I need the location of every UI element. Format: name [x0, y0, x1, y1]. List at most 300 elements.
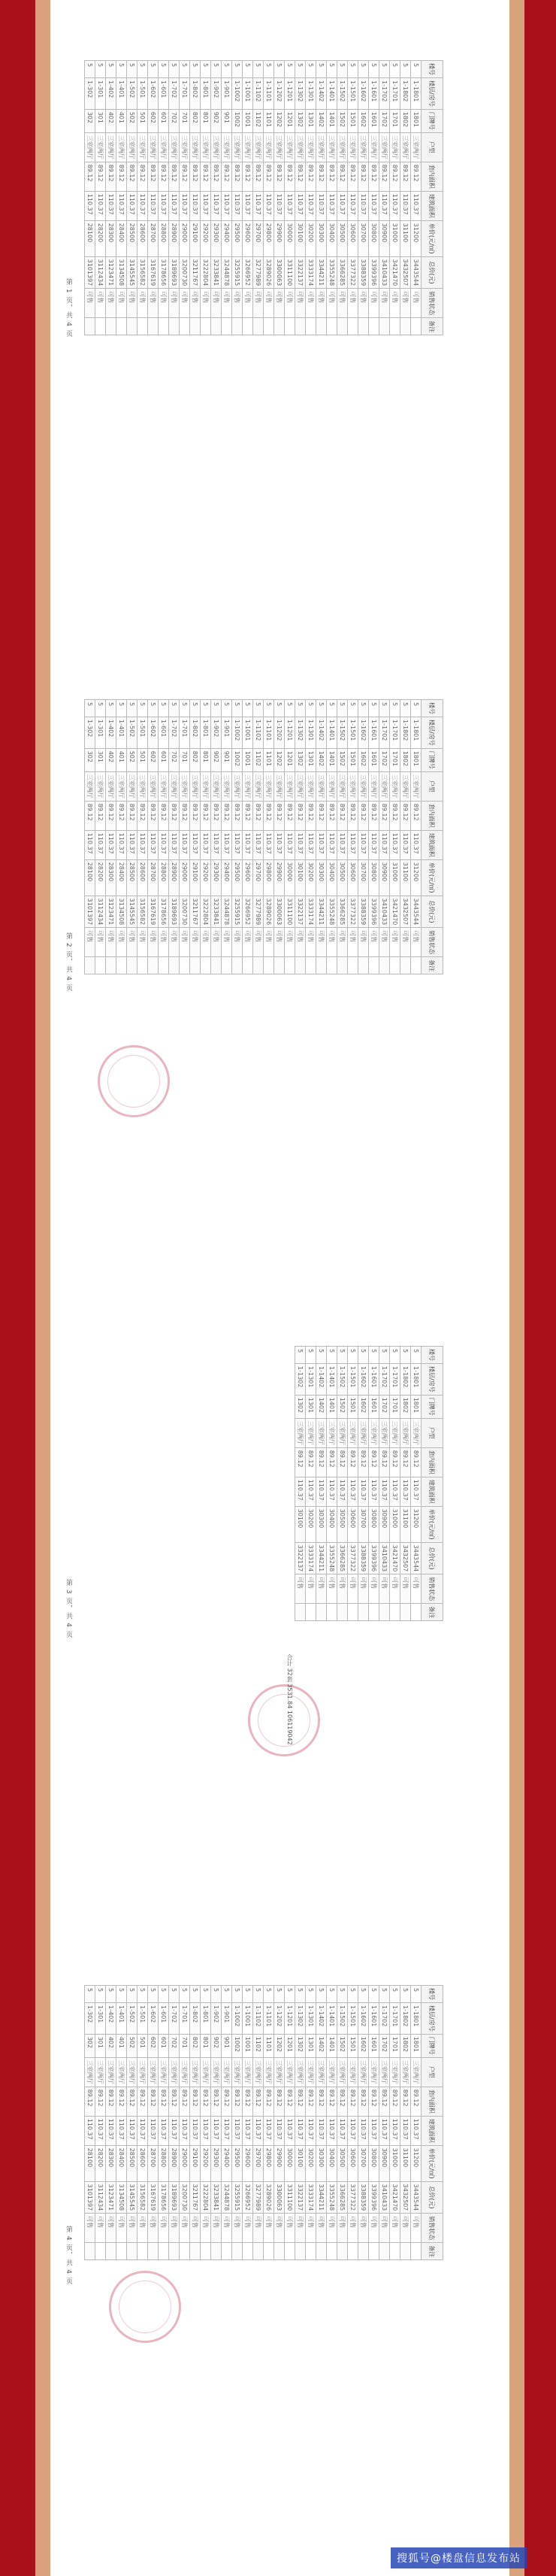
table-cell: 89.12: [390, 1447, 400, 1477]
table-cell: 5: [285, 61, 295, 78]
table-cell: 301: [95, 748, 106, 771]
table-cell: [285, 957, 295, 974]
table-cell: [169, 957, 180, 974]
table-row: [400, 61, 411, 335]
table-cell: 110.37: [201, 191, 211, 220]
table-cell: 1-302: [85, 717, 95, 749]
table-cell: 110.37: [180, 830, 190, 859]
table-cell: 5: [180, 700, 190, 717]
table-cell: 1-1601: [369, 78, 379, 110]
table-cell: 30300: [316, 220, 327, 256]
table-cell: [358, 318, 369, 335]
table-cell: 110.37: [348, 191, 358, 220]
table-cell: 1-1002: [232, 717, 243, 749]
table-cell: 3322137: [295, 1542, 306, 1574]
table-row: [222, 700, 232, 974]
table-cell: [211, 957, 222, 974]
table-cell: 三室两厅: [116, 2057, 127, 2087]
table-cell: 31000: [390, 220, 400, 256]
table-cell: 5: [358, 61, 369, 78]
table-cell: 89.12: [137, 2087, 148, 2116]
table-cell: 3101397: [85, 256, 95, 289]
table-cell: 可售: [400, 1574, 411, 1604]
table-cell: 三室两厅: [316, 1418, 327, 1447]
table-cell: 可售: [85, 928, 95, 957]
table-cell: 1-1501: [348, 1364, 358, 1396]
table-cell: 89.12: [369, 1447, 379, 1477]
table-cell: 可售: [116, 928, 127, 957]
table-cell: 1501: [348, 1395, 358, 1418]
table-cell: 1-302: [85, 2003, 95, 2035]
table-cell: 502: [127, 2034, 137, 2057]
table-cell: 1702: [379, 748, 390, 771]
table-cell: 3421470: [390, 1542, 400, 1574]
table-cell: [180, 957, 190, 974]
table-cell: 29100: [190, 220, 201, 256]
table-cell: 89.12: [264, 801, 274, 830]
table-cell: 29300: [211, 2145, 222, 2181]
table-cell: 1-1801: [411, 717, 422, 749]
table-cell: 29900: [274, 220, 285, 256]
table-cell: 3123471: [106, 2181, 116, 2214]
table-cell: 三室两厅: [159, 771, 169, 801]
table-row: [159, 61, 169, 335]
table-cell: [379, 1604, 390, 1621]
table-cell: 30500: [337, 859, 348, 896]
table-cell: 三室两厅: [95, 771, 106, 801]
table-cell: 可售: [295, 1574, 306, 1604]
table-cell: 3344211: [316, 1542, 327, 1574]
table-row: [411, 700, 422, 974]
left-tan-stripe: [35, 0, 50, 2576]
table-cell: 5: [295, 700, 306, 717]
table-cell: 三室两厅: [295, 771, 306, 801]
table-cell: 三室两厅: [159, 132, 169, 162]
table-cell: 110.37: [211, 2116, 222, 2145]
table-cell: 110.37: [116, 830, 127, 859]
table-cell: [85, 957, 95, 974]
table-cell: 801: [201, 748, 211, 771]
table-cell: 89.12: [316, 1447, 327, 1477]
table-cell: 89.12: [358, 801, 369, 830]
table-cell: 3366285: [337, 896, 348, 928]
table-cell: 三室两厅: [127, 771, 137, 801]
table-header-cell: 楼号: [422, 1986, 443, 2003]
table-row: [316, 1347, 327, 1621]
table-cell: 28300: [106, 859, 116, 896]
table-cell: 3145545: [127, 2181, 137, 2214]
table-cell: 可售: [243, 2214, 253, 2243]
doc-page-4: [84, 1985, 443, 2260]
table-cell: 3333174: [306, 2181, 316, 2214]
table-cell: 110.37: [337, 191, 348, 220]
table-cell: 3112434: [95, 256, 106, 289]
table-row: [148, 700, 159, 974]
table-cell: 28200: [95, 2145, 106, 2181]
table-cell: 三室两厅: [243, 771, 253, 801]
table-cell: 可售: [316, 2214, 327, 2243]
table-cell: 可售: [169, 2214, 180, 2243]
table-row: [253, 1986, 264, 2260]
table-header-cell: 门牌号: [422, 2034, 443, 2057]
table-cell: 501: [137, 748, 148, 771]
table-cell: 89.12: [379, 162, 390, 191]
table-cell: 110.37: [243, 2116, 253, 2145]
price-table-4: [84, 1985, 443, 2260]
table-row: [379, 1347, 390, 1621]
table-cell: 3277989: [253, 256, 264, 289]
table-cell: 可售: [222, 289, 232, 318]
table-cell: [180, 2243, 190, 2260]
table-cell: 89.12: [274, 162, 285, 191]
table-cell: 1-1402: [316, 1364, 327, 1396]
table-cell: 110.37: [253, 830, 264, 859]
table-cell: [148, 318, 159, 335]
table-cell: 1-902: [211, 717, 222, 749]
table-cell: 3366285: [337, 1542, 348, 1574]
table-cell: 110.37: [348, 830, 358, 859]
table-cell: 701: [180, 2034, 190, 2057]
table-cell: 89.12: [327, 162, 337, 191]
table-cell: 三室两厅: [253, 132, 264, 162]
table-cell: 三室两厅: [232, 2057, 243, 2087]
table-cell: 三室两厅: [411, 1418, 422, 1447]
table-cell: 5: [264, 700, 274, 717]
table-cell: 3255915: [232, 2181, 243, 2214]
table-cell: 5: [327, 61, 337, 78]
table-cell: 可售: [222, 928, 232, 957]
table-cell: 5: [232, 700, 243, 717]
table-cell: 3200730: [180, 896, 190, 928]
page-label-3: 第 3 页，共 4 页: [65, 1579, 72, 1638]
table-cell: 三室两厅: [348, 132, 358, 162]
table-cell: 89.12: [316, 2087, 327, 2116]
table-cell: 89.12: [306, 1447, 316, 1477]
table-cell: 701: [180, 109, 190, 132]
doc-page-3: [295, 1346, 443, 1621]
table-cell: 3300063: [274, 896, 285, 928]
table-cell: 5: [190, 1986, 201, 2003]
table-cell: [137, 2243, 148, 2260]
table-cell: 可售: [306, 289, 316, 318]
table-row: [369, 61, 379, 335]
table-cell: 29200: [201, 220, 211, 256]
table-cell: 89.12: [306, 162, 316, 191]
table-row: [243, 1986, 253, 2260]
table-cell: 可售: [379, 2214, 390, 2243]
table-cell: 1-1801: [411, 78, 422, 110]
table-cell: [253, 957, 264, 974]
table-cell: 5: [327, 700, 337, 717]
table-cell: 29300: [211, 859, 222, 896]
table-cell: 5: [180, 1986, 190, 2003]
table-cell: 1002: [232, 748, 243, 771]
table-cell: [85, 2243, 95, 2260]
table-cell: 1102: [253, 748, 264, 771]
table-cell: 三室两厅: [411, 771, 422, 801]
table-cell: 三室两厅: [190, 2057, 201, 2087]
table-cell: 3167619: [148, 896, 159, 928]
table-cell: 110.37: [369, 830, 379, 859]
table-cell: 1-1701: [390, 2003, 400, 2035]
table-cell: 三室两厅: [285, 132, 295, 162]
table-cell: 29900: [274, 859, 285, 896]
table-cell: [159, 957, 169, 974]
price-table-1: [84, 60, 443, 335]
table-cell: 5: [85, 700, 95, 717]
table-header-cell: 总价(元): [422, 256, 443, 289]
table-cell: [159, 318, 169, 335]
table-cell: 可售: [201, 928, 211, 957]
table-cell: 89.12: [295, 162, 306, 191]
table-cell: 5: [316, 700, 327, 717]
table-cell: 29600: [243, 2145, 253, 2181]
table-cell: 3277989: [253, 2181, 264, 2214]
table-cell: 110.37: [148, 830, 159, 859]
table-cell: 三室两厅: [306, 2057, 316, 2087]
table-row: [274, 700, 285, 974]
table-cell: 30100: [295, 220, 306, 256]
table-cell: 89.12: [358, 2087, 369, 2116]
table-row: [348, 1347, 358, 1621]
table-cell: 1-602: [148, 717, 159, 749]
table-cell: 三室两厅: [232, 132, 243, 162]
table-cell: 3311100: [285, 256, 295, 289]
table-cell: 1601: [369, 1395, 379, 1418]
table-cell: 可售: [148, 2214, 159, 2243]
table-row: [327, 1347, 337, 1621]
table-cell: 89.12: [159, 2087, 169, 2116]
table-cell: 3233841: [211, 896, 222, 928]
table-cell: 89.12: [243, 2087, 253, 2116]
table-cell: 30100: [295, 2145, 306, 2181]
table-cell: 5: [137, 1986, 148, 2003]
table-cell: 110.37: [379, 1477, 390, 1506]
table-row: [243, 61, 253, 335]
table-cell: 可售: [243, 928, 253, 957]
summary-count: 32套: [286, 1668, 293, 1682]
table-cell: 3255915: [232, 256, 243, 289]
table-cell: 可售: [348, 289, 358, 318]
table-cell: 3211767: [190, 256, 201, 289]
price-table-3: [295, 1346, 443, 1621]
table-cell: 110.37: [137, 191, 148, 220]
table-cell: 29000: [180, 220, 190, 256]
table-cell: 三室两厅: [327, 2057, 337, 2087]
table-cell: 3244878: [222, 256, 232, 289]
table-cell: 三室两厅: [316, 2057, 327, 2087]
table-cell: 3189693: [169, 256, 180, 289]
table-cell: [369, 957, 379, 974]
table-cell: 1202: [274, 748, 285, 771]
table-cell: 1-1302: [295, 717, 306, 749]
table-row: [264, 1986, 274, 2260]
table-cell: 110.37: [390, 2116, 400, 2145]
table-cell: 1-901: [222, 2003, 232, 2035]
table-cell: 三室两厅: [106, 132, 116, 162]
table-cell: 5: [337, 1986, 348, 2003]
table-row: [411, 61, 422, 335]
table-cell: 可售: [337, 289, 348, 318]
table-cell: 3377322: [348, 896, 358, 928]
table-cell: 可售: [180, 289, 190, 318]
table-cell: 110.37: [379, 830, 390, 859]
table-cell: 3355248: [327, 1542, 337, 1574]
table-cell: 三室两厅: [400, 132, 411, 162]
table-row: [190, 700, 201, 974]
table-row: [222, 1986, 232, 2260]
table-header-cell: 总价(元): [422, 2181, 443, 2214]
table-cell: 29800: [264, 2145, 274, 2181]
table-cell: 1-1302: [295, 2003, 306, 2035]
table-cell: 三室两厅: [379, 1418, 390, 1447]
table-cell: 三室两厅: [116, 771, 127, 801]
table-cell: 89.12: [106, 801, 116, 830]
table-row: [358, 700, 369, 974]
table-cell: 三室两厅: [148, 132, 159, 162]
table-cell: [201, 2243, 211, 2260]
table-cell: 1-1602: [358, 717, 369, 749]
table-cell: [369, 2243, 379, 2260]
table-cell: 三室两厅: [400, 2057, 411, 2087]
table-cell: 28200: [95, 859, 106, 896]
table-cell: 5: [285, 1986, 295, 2003]
table-cell: 89.12: [243, 162, 253, 191]
table-cell: 30500: [337, 2145, 348, 2181]
table-cell: 110.37: [222, 2116, 232, 2145]
table-cell: 1-901: [222, 78, 232, 110]
table-cell: 110.37: [159, 2116, 169, 2145]
table-cell: 1702: [379, 1395, 390, 1418]
table-cell: [348, 957, 358, 974]
table-cell: 3443544: [411, 256, 422, 289]
table-cell: 1-1202: [274, 2003, 285, 2035]
table-row: [85, 1986, 95, 2260]
table-cell: 可售: [264, 289, 274, 318]
table-cell: 5: [148, 61, 159, 78]
table-cell: 可售: [95, 289, 106, 318]
table-cell: 89.12: [327, 801, 337, 830]
table-cell: 三室两厅: [390, 1418, 400, 1447]
table-cell: 5: [390, 1986, 400, 2003]
table-cell: 可售: [358, 289, 369, 318]
table-cell: 110.37: [159, 830, 169, 859]
table-cell: [264, 2243, 274, 2260]
table-cell: 可售: [400, 2214, 411, 2243]
table-cell: 89.12: [411, 1447, 422, 1477]
table-cell: [190, 957, 201, 974]
table-cell: 3266952: [243, 896, 253, 928]
table-cell: [243, 957, 253, 974]
table-cell: [116, 318, 127, 335]
table-cell: 5: [127, 700, 137, 717]
table-cell: [127, 2243, 137, 2260]
table-cell: 可售: [285, 928, 295, 957]
table-cell: 3377322: [348, 1542, 358, 1574]
table-cell: 110.37: [390, 191, 400, 220]
table-cell: 89.12: [190, 801, 201, 830]
table-row: [285, 1986, 295, 2260]
table-cell: 5: [400, 1347, 411, 1364]
table-row: [285, 61, 295, 335]
table-cell: 3101397: [85, 2181, 95, 2214]
page-label-1: 第 1 页，共 4 页: [65, 278, 72, 338]
table-cell: 110.37: [85, 2116, 95, 2145]
table-cell: 30900: [379, 859, 390, 896]
table-cell: 89.12: [116, 162, 127, 191]
table-header-cell: 备注: [422, 2243, 443, 2260]
table-cell: 3322137: [295, 896, 306, 928]
table-cell: [116, 2243, 127, 2260]
table-cell: 1402: [316, 748, 327, 771]
table-cell: 5: [369, 61, 379, 78]
table-row: [316, 61, 327, 335]
table-cell: 1-1501: [348, 2003, 358, 2035]
table-cell: 31100: [400, 2145, 411, 2181]
table-cell: 可售: [95, 2214, 106, 2243]
table-cell: 5: [348, 61, 358, 78]
table-cell: 三室两厅: [358, 132, 369, 162]
table-cell: 110.37: [243, 830, 253, 859]
table-cell: 可售: [379, 928, 390, 957]
table-cell: 三室两厅: [327, 771, 337, 801]
table-cell: 三室两厅: [400, 771, 411, 801]
table-cell: 5: [253, 1986, 264, 2003]
table-header-cell: 楼号: [422, 61, 443, 78]
table-cell: [106, 957, 116, 974]
table-cell: 可售: [95, 928, 106, 957]
table-cell: 802: [190, 109, 201, 132]
table-row: [116, 1986, 127, 2260]
table-cell: 3377322: [348, 2181, 358, 2214]
table-cell: 1001: [243, 748, 253, 771]
table-cell: 89.12: [222, 2087, 232, 2116]
table-cell: 可售: [243, 289, 253, 318]
table-cell: 5: [348, 1347, 358, 1364]
table-cell: 1602: [358, 1395, 369, 1418]
table-cell: 110.37: [274, 2116, 285, 2145]
table-cell: 可售: [369, 1574, 379, 1604]
table-cell: 110.37: [285, 2116, 295, 2145]
table-row: [379, 700, 390, 974]
table-cell: 3178656: [159, 2181, 169, 2214]
table-cell: 1-1602: [358, 1364, 369, 1396]
table-header-cell: 销售状态: [422, 2214, 443, 2243]
table-row: [327, 61, 337, 335]
table-cell: 5: [295, 1986, 306, 2003]
table-cell: 110.37: [95, 191, 106, 220]
table-cell: 5: [369, 700, 379, 717]
table-cell: 三室两厅: [400, 1418, 411, 1447]
right-red-border: [524, 0, 556, 2576]
table-cell: 110.37: [222, 191, 232, 220]
table-cell: [211, 2243, 222, 2260]
table-cell: 110.37: [400, 2116, 411, 2145]
table-cell: 29800: [264, 220, 274, 256]
table-cell: 110.37: [306, 830, 316, 859]
table-cell: 5: [201, 700, 211, 717]
table-cell: 1-402: [106, 717, 116, 749]
table-cell: 5: [295, 61, 306, 78]
table-cell: 可售: [285, 289, 295, 318]
table-cell: 三室两厅: [137, 132, 148, 162]
table-cell: [306, 1604, 316, 1621]
table-cell: 89.12: [169, 2087, 180, 2116]
table-cell: [411, 957, 422, 974]
table-cell: 29200: [201, 859, 211, 896]
table-cell: 89.12: [400, 162, 411, 191]
table-cell: 5: [85, 1986, 95, 2003]
